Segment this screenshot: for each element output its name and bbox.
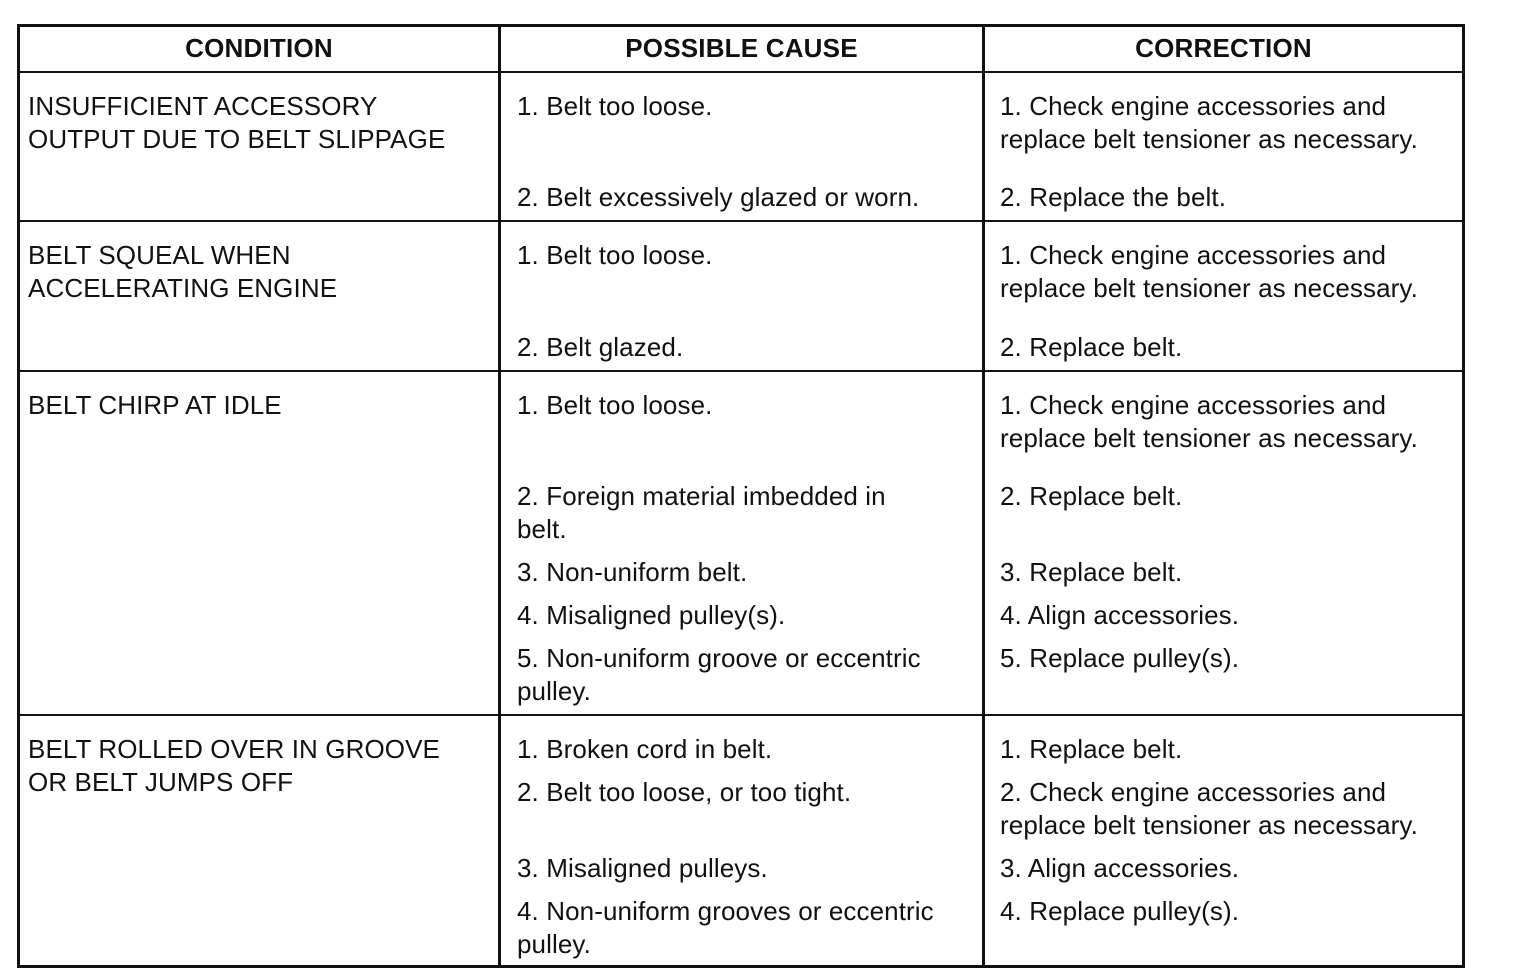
cause-cell: 2. Belt excessively glazed or worn. (517, 182, 920, 212)
row-divider (20, 714, 1462, 716)
correction-cell: 1. Replace belt. (1000, 734, 1183, 764)
correction-cell: 1. Check engine accessories and replace belt tensioner as necessary. (1000, 240, 1418, 303)
header-correction: CORRECTION (1135, 33, 1312, 63)
correction-cell: 1. Check engine accessories and replace belt tensioner as necessary. (1000, 390, 1418, 453)
cause-cell: 1. Belt too loose. (517, 240, 713, 270)
cause-cell: 3. Non-uniform belt. (517, 557, 748, 587)
correction-cell: 4. Align accessories. (1000, 600, 1240, 630)
correction-cell: 2. Replace belt. (1000, 481, 1183, 511)
correction-cell: 5. Replace pulley(s). (1000, 643, 1240, 673)
cause-cell: 1. Belt too loose. (517, 390, 713, 420)
cause-cell: 5. Non-uniform groove or eccentric pulley. (517, 643, 921, 706)
cause-cell: 4. Non-uniform grooves or eccentric pulley. (517, 896, 934, 959)
condition-cell: BELT ROLLED OVER IN GROOVE OR BELT JUMPS OFF (28, 734, 440, 797)
correction-cell: 4. Replace pulley(s). (1000, 896, 1240, 926)
cause-cell: 1. Belt too loose. (517, 91, 713, 121)
correction-cell: 2. Replace the belt. (1000, 182, 1227, 212)
cause-cell: 3. Misaligned pulleys. (517, 853, 768, 883)
column-divider (498, 27, 501, 965)
correction-cell: 3. Replace belt. (1000, 557, 1183, 587)
row-divider (20, 220, 1462, 222)
row-divider (20, 370, 1462, 372)
cause-cell: 2. Foreign material imbedded in belt. (517, 481, 886, 544)
header-possible-cause: POSSIBLE CAUSE (625, 33, 858, 63)
cause-cell: 4. Misaligned pulley(s). (517, 600, 786, 630)
correction-cell: 3. Align accessories. (1000, 853, 1240, 883)
cause-cell: 2. Belt glazed. (517, 332, 684, 362)
header-condition: CONDITION (185, 33, 333, 63)
condition-cell: BELT SQUEAL WHEN ACCELERATING ENGINE (28, 240, 338, 303)
correction-cell: 1. Check engine accessories and replace belt tensioner as necessary. (1000, 91, 1418, 154)
cause-cell: 2. Belt too loose, or too tight. (517, 777, 852, 807)
row-divider (20, 71, 1462, 73)
column-divider (982, 27, 985, 965)
condition-cell: INSUFFICIENT ACCESSORY OUTPUT DUE TO BELT SLIPPAGE (28, 91, 446, 154)
cause-cell: 1. Broken cord in belt. (517, 734, 773, 764)
correction-cell: 2. Check engine accessories and replace belt tensioner as necessary. (1000, 777, 1418, 840)
diagnosis-table (17, 24, 1465, 968)
correction-cell: 2. Replace belt. (1000, 332, 1183, 362)
condition-cell: BELT CHIRP AT IDLE (28, 390, 282, 420)
